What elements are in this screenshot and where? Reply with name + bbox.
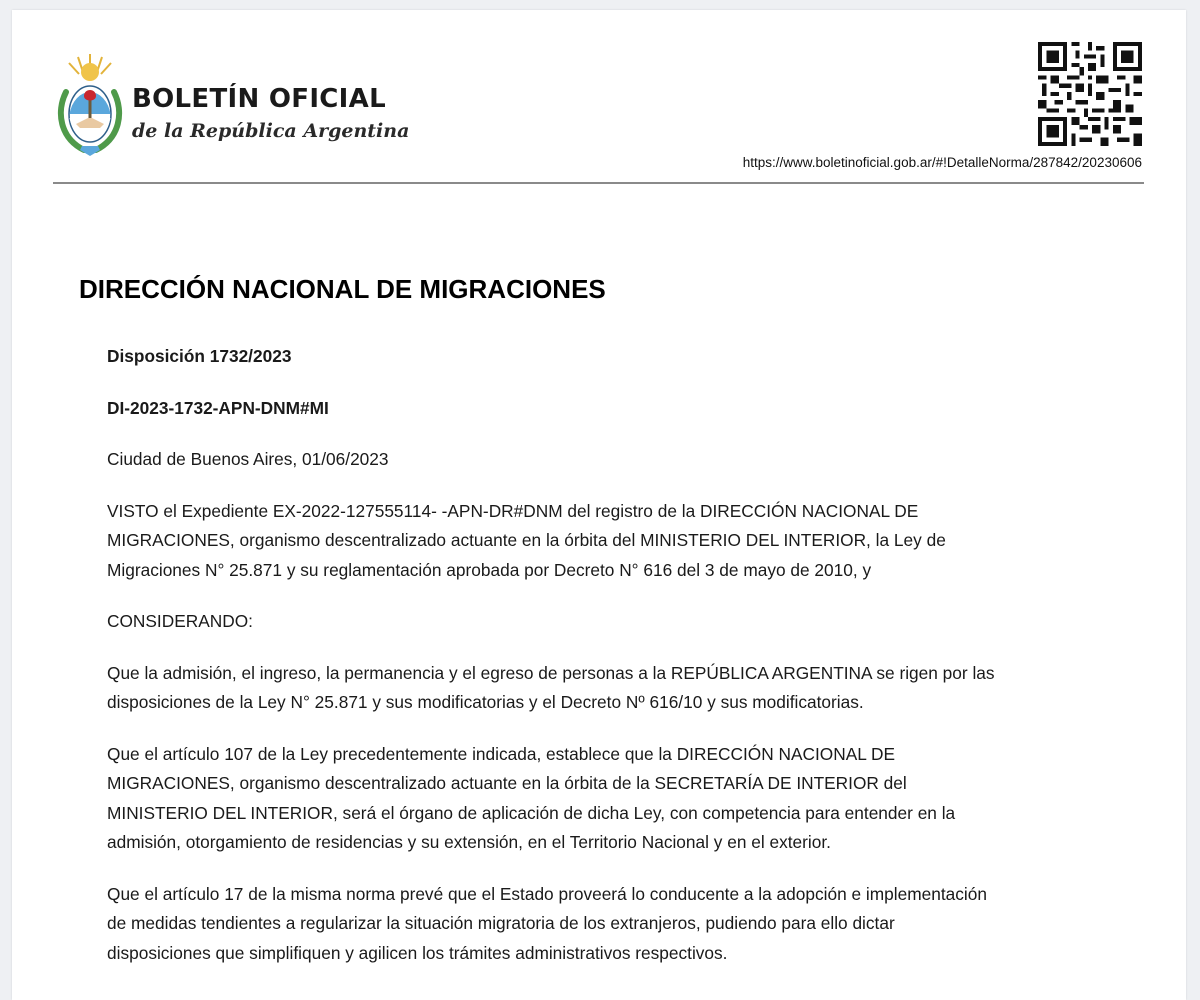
coat-of-arms-icon: [54, 52, 126, 158]
text-line: Migraciones N° 25.871 y su reglamentación aprobada por Decreto N° 616 del 3 de mayo de 2010, y: [107, 559, 872, 580]
reference-code: DI-2023-1732-APN-DNM#MI: [107, 397, 329, 418]
text-line: Que el artículo 107 de la Ley precedentemente indicada, establece que la DIRECCIÓN NACIONAL DE: [107, 743, 895, 764]
visto-paragraph: [107, 497, 1117, 586]
text-line: disposiciones que simplifiquen y agilicen los trámites administrativos respectivos.: [107, 942, 728, 963]
document-body: [107, 342, 1117, 968]
text-line: MIGRACIONES, organismo descentralizado actuante en la órbita del MINISTERIO DEL INTERIOR, la Ley de: [107, 530, 946, 550]
paragraph: [107, 659, 1117, 718]
considerando-label: CONSIDERANDO:: [107, 611, 253, 631]
disposicion-number: Disposición 1732/2023: [107, 346, 292, 366]
boletin-oficial-logo: [54, 52, 414, 164]
document-heading: DIRECCIÓN NACIONAL DE MIGRACIONES: [79, 274, 606, 304]
text-line: MINISTERIO DEL INTERIOR, será el órgano de aplicación de dicha Ley, con competencia para entender en la: [107, 802, 956, 823]
header-divider: [53, 182, 1144, 184]
text-line: Que el artículo 17 de la misma norma prevé que el Estado proveerá lo conducente a la adopción e implementación: [107, 883, 987, 904]
text-line: disposiciones de la Ley N° 25.871 y sus modificatorias y el Decreto Nº 616/10 y sus modificatorias.: [107, 692, 864, 712]
document-page: [12, 10, 1186, 1000]
text-line: MIGRACIONES, organismo descentralizado actuante en la órbita de la SECRETARÍA DE INTERIOR del: [107, 773, 907, 793]
qr-code-icon: [1038, 42, 1142, 146]
text-line: VISTO el Expediente EX-2022-127555114- -APN-DR#DNM del registro de la DIRECCIÓN NACIONAL DE: [107, 500, 919, 521]
brand-subtitle: de la República Argentina: [132, 120, 410, 142]
text-line: admisión, otorgamiento de residencias y su extensión, en el Territorio Nacional y en el exterior.: [107, 832, 831, 852]
document-url[interactable]: https://www.boletinoficial.gob.ar/#!DetalleNorma/287842/20230606: [742, 155, 1142, 170]
brand-title: BOLETÍN OFICIAL: [132, 84, 386, 114]
place-date: Ciudad de Buenos Aires, 01/06/2023: [107, 449, 389, 469]
paragraph: [107, 740, 1117, 858]
text-line: de medidas tendientes a regularizar la situación migratoria de los extranjeros, pudiendo para ello dictar: [107, 913, 895, 933]
text-line: Que la admisión, el ingreso, la permanencia y el egreso de personas a la REPÚBLICA ARGENTINA se rigen por las: [107, 662, 995, 683]
paragraph: [107, 880, 1117, 969]
